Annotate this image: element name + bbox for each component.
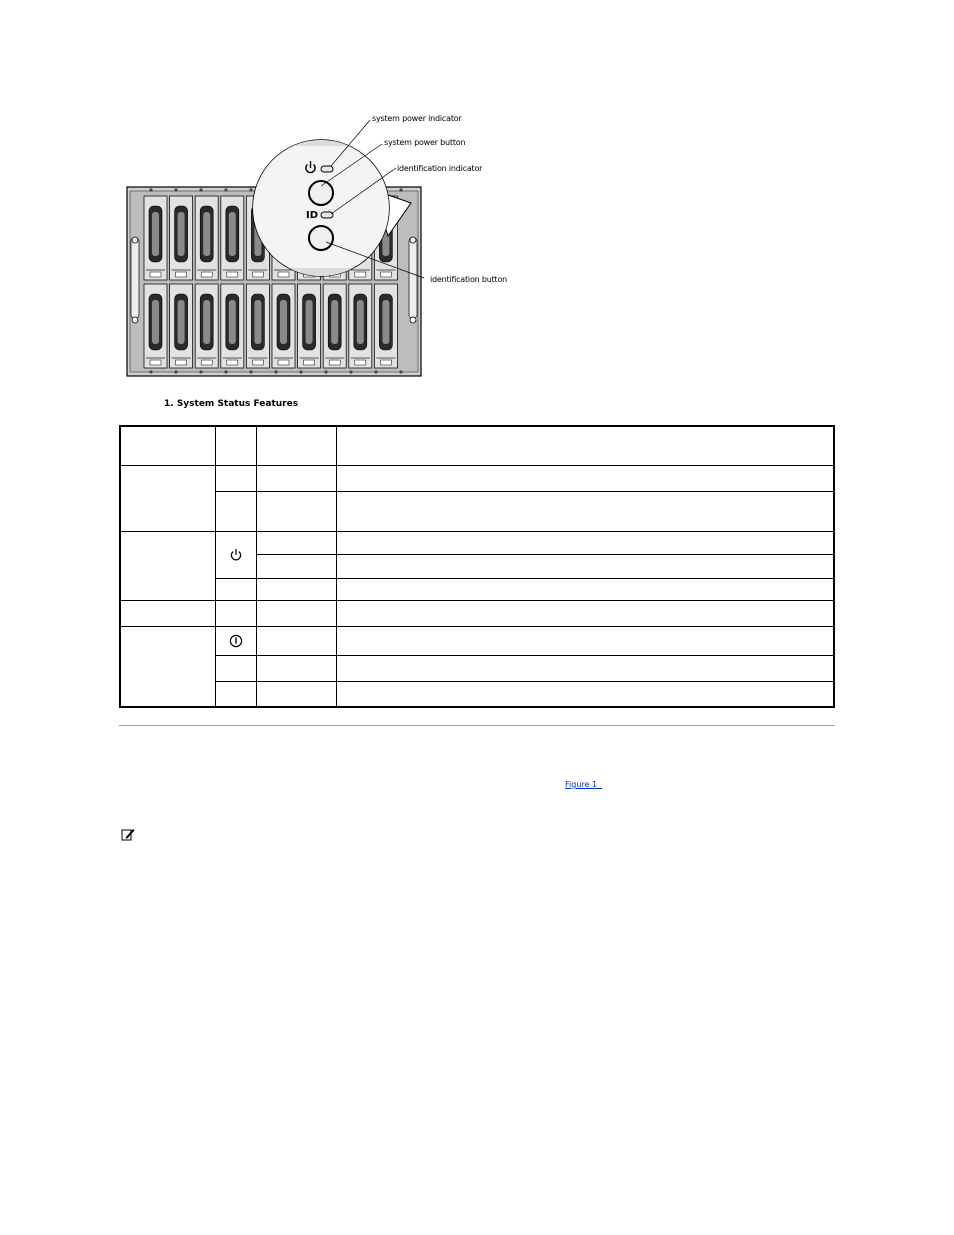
callout-power-button: system power button xyxy=(384,138,466,147)
system-status-figure xyxy=(126,108,526,380)
table-header-row xyxy=(120,426,834,465)
table-cell xyxy=(216,491,257,531)
table-cell xyxy=(337,465,835,491)
table-cell xyxy=(257,626,337,655)
table-row xyxy=(120,600,834,626)
table-cell xyxy=(257,426,337,465)
table-cell xyxy=(216,600,257,626)
blade-module xyxy=(323,284,346,368)
table-row xyxy=(120,655,834,681)
blade-module xyxy=(349,284,372,368)
table-cell xyxy=(337,626,835,655)
blade-module xyxy=(221,284,244,368)
table-cell xyxy=(257,531,337,554)
table-cell xyxy=(257,554,337,578)
table-cell xyxy=(120,626,216,707)
table-cell xyxy=(337,531,835,554)
table-row xyxy=(120,626,834,655)
table-cell xyxy=(216,626,257,655)
table-row xyxy=(120,681,834,707)
blade-module xyxy=(246,284,269,368)
table-row xyxy=(120,531,834,554)
table-cell xyxy=(337,600,835,626)
table-cell xyxy=(257,600,337,626)
table-cell xyxy=(337,578,835,600)
blade-module xyxy=(170,196,193,280)
table-row xyxy=(120,465,834,491)
table-cell xyxy=(337,655,835,681)
table-cell xyxy=(257,681,337,707)
table-cell xyxy=(216,578,257,600)
table-cell xyxy=(120,426,216,465)
table-cell xyxy=(120,465,216,531)
table-cell xyxy=(216,655,257,681)
table-cell xyxy=(120,531,216,600)
power-icon xyxy=(229,548,243,562)
table-row xyxy=(120,578,834,600)
blade-module xyxy=(272,284,295,368)
table-cell xyxy=(257,578,337,600)
enclosure-illustration xyxy=(126,108,526,380)
callout-id-indicator: identification indicator xyxy=(397,164,483,173)
table-row xyxy=(120,491,834,531)
figure-caption: 1. System Status Features xyxy=(164,399,299,409)
note-pencil-icon xyxy=(121,827,135,841)
table-cell xyxy=(257,491,337,531)
table-cell xyxy=(337,491,835,531)
table-cell xyxy=(257,655,337,681)
blade-module xyxy=(298,284,321,368)
callout-id-button: identification button xyxy=(430,275,508,284)
system-status-table xyxy=(119,425,835,708)
table-cell xyxy=(120,600,216,626)
table-cell xyxy=(337,426,835,465)
identification-icon xyxy=(229,634,243,648)
callout-power-indicator: system power indicator xyxy=(372,114,462,123)
blade-module xyxy=(195,284,218,368)
table-cell xyxy=(257,465,337,491)
blade-module xyxy=(170,284,193,368)
blade-module xyxy=(144,196,167,280)
table-cell xyxy=(216,531,257,578)
table-cell xyxy=(216,681,257,707)
figure-1-link[interactable]: Figure 1 xyxy=(565,780,603,789)
section-divider xyxy=(119,725,835,726)
zoom-id-glyph: ID xyxy=(306,210,319,221)
blade-module xyxy=(195,196,218,280)
blade-module xyxy=(221,196,244,280)
table-cell xyxy=(337,681,835,707)
blade-module xyxy=(374,284,397,368)
blade-module xyxy=(144,284,167,368)
table-cell xyxy=(337,554,835,578)
table-cell xyxy=(216,426,257,465)
table-cell xyxy=(216,465,257,491)
